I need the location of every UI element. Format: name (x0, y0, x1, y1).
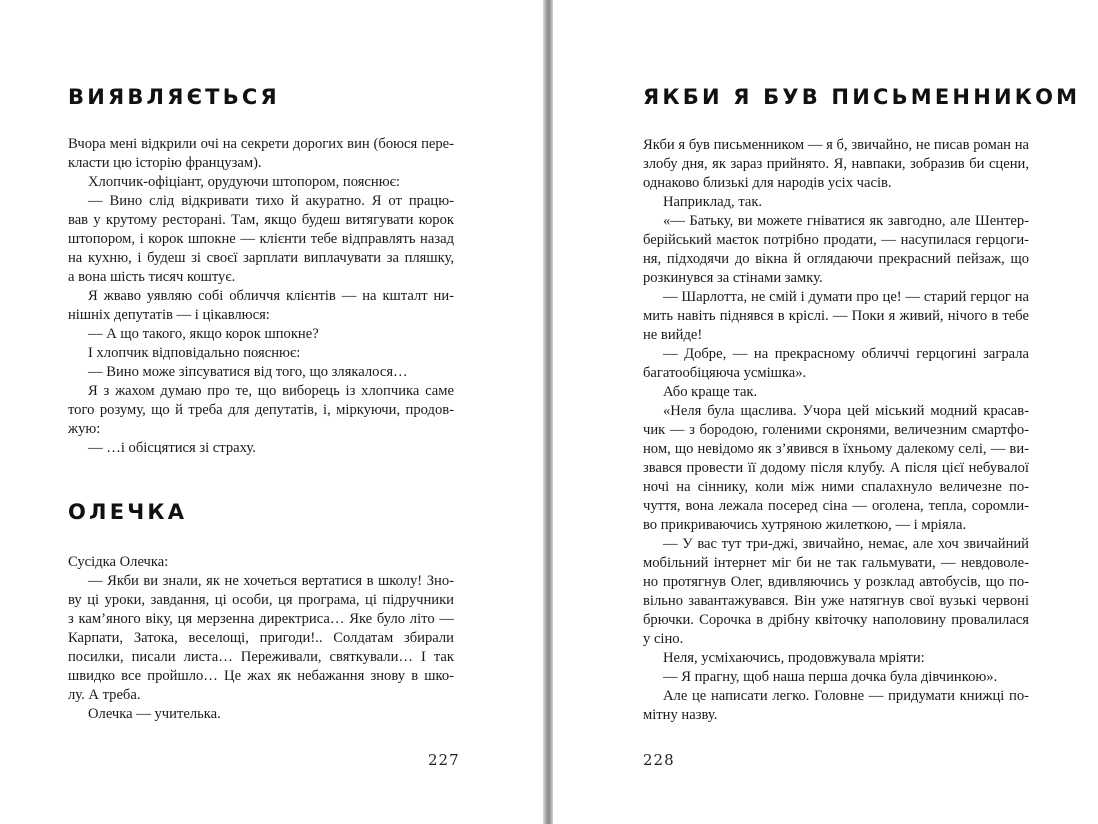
text-line: мить навіть піднявся в кріслі. — Поки я живий, нічого в тебе (643, 308, 1029, 324)
text-line: злобу дня, як зараз прийнято. Я, навпаки, зобразив би сцени, (643, 156, 1029, 172)
text-line: ня, підходячи до вікна й оглядаючи прекрасний пейзаж, що (643, 251, 1029, 267)
text-line: у сіно. (643, 631, 684, 647)
text-line: розкинувся за стінами замку. (643, 270, 823, 286)
text-line: — Добре, — на прекрасному обличчі герцогині заграла (663, 346, 1029, 362)
text-line: на кухню, і будеш зі своєї зарплати виплачувати за пляшку, (68, 250, 454, 266)
text-line: — Вино може зіпсуватися від того, що злякалося… (88, 364, 408, 380)
book-spine-gutter (543, 0, 553, 824)
text-line: класти цю історію французам). (68, 155, 262, 171)
text-line: посилки, писали листа… Переживали, святкували… І так (68, 649, 454, 665)
text-line: мобільний інтернет міг би не так гальмувати, — невдоволе- (643, 555, 1029, 571)
text-line: — Я прагну, щоб наша перша дочка була дівчинкою». (663, 669, 998, 685)
text-line: однаково близькі для народів усіх часів. (643, 175, 892, 191)
text-line: Наприклад, так. (663, 194, 763, 210)
text-line: І хлопчик відповідально пояснює: (88, 345, 301, 361)
text-line: чик — з бородою, голеними скронями, величезним смартфо- (643, 422, 1029, 438)
right-page (553, 0, 1098, 824)
text-line: Я жваво уявляю собі обличчя клієнтів — на кшталт ни- (88, 288, 454, 304)
text-line: з кам’яного віку, ця мерзенна директриса… Яке було літо — (68, 611, 454, 627)
section-title-vyyavliaietsia: ВИЯВЛЯЄТЬСЯ (68, 85, 280, 109)
text-line: «Неля була щаслива. Учора цей міський модний красав- (663, 403, 1029, 419)
page-number-right: 228 (643, 751, 675, 769)
text-line: — У вас тут три-джі, звичайно, немає, але хоч звичайний (663, 536, 1029, 552)
section-body-olechka (68, 553, 454, 724)
text-line: берійський маєток потрібно продати, — насупилася герцоги- (643, 232, 1029, 248)
text-line: багатообіцяюча усмішка». (643, 365, 807, 381)
text-line: — Якби ви знали, як не хочеться вертатися в школу! Зно- (88, 573, 454, 589)
text-line: Сусідка Олечка: (68, 554, 169, 570)
text-line: звався провести її додому після клубу. А після цієї небувалої (643, 460, 1029, 476)
text-line: но протягнув Олег, вдивляючись у розклад автобусів, що по- (643, 574, 1029, 590)
text-line: швидко все пройшло… Це жах як небажання знову в шко- (68, 668, 454, 684)
text-line: «— Батьку, ви можете гніватися як завгодно, але Шентер- (663, 213, 1029, 229)
text-line: жую: (68, 421, 101, 437)
text-line: а вона шість тисяч коштує. (68, 269, 236, 285)
text-line: ночі на сіннику, коли між ними спалахнуло величезне по- (643, 479, 1029, 495)
text-line: Вчора мені відкрили очі на секрети дорогих вин (боюся пере- (68, 136, 454, 152)
left-page (0, 0, 543, 824)
text-line: нішніх депутатів — і цікавлюся: (68, 307, 270, 323)
text-line: Олечка — учителька. (88, 706, 221, 722)
section-title-yakby-ya-buv-pysmennykom: ЯКБИ Я БУВ ПИСЬМЕННИКОМ (643, 85, 1081, 109)
text-line: — А що такого, якщо корок шпокне? (88, 326, 319, 342)
text-line: Хлопчик-офіціант, орудуючи штопором, пояснює: (88, 174, 400, 190)
text-line: во прикриваючись хутряною жилеткою, — і мріяла. (643, 517, 967, 533)
text-line: чуття, вона лежала посеред сіна — оголена, тепла, соромли- (643, 498, 1029, 514)
text-line: того розуму, що й треба для депутатів, і, міркуючи, продов- (68, 402, 454, 418)
text-line: ном, що невідомо як з’явився в їхньому далекому селі, — ви- (643, 441, 1029, 457)
text-line: штопором, і корок шпокне — клієнти тебе відправлять назад (68, 231, 454, 247)
text-line: Але це написати легко. Головне — придумати книжці по- (663, 688, 1029, 704)
text-line: Неля, усміхаючись, продовжувала мріяти: (663, 650, 925, 666)
text-line: Якби я був письменником — я б, звичайно, не писав роман на (643, 137, 1029, 153)
text-line: — …і обісцятися зі страху. (88, 440, 256, 456)
text-line: лу. А треба. (68, 687, 141, 703)
section-body-yakby-ya-buv-pysmennykom (643, 136, 1029, 725)
section-body-vyyavliaietsia (68, 135, 454, 458)
text-line: не вийде! (643, 327, 703, 343)
text-line: мітну назву. (643, 707, 718, 723)
text-line: брючки. Сорочка в дрібну квіточку наполовину провалилася (643, 612, 1029, 628)
page-number-left: 227 (428, 751, 460, 769)
text-line: Карпати, Затока, веселощі, пригоди!.. Солдатам збирали (68, 630, 454, 646)
text-line: вав у крутому ресторані. Там, якщо будеш витягувати корок (68, 212, 454, 228)
text-line: Або краще так. (663, 384, 758, 400)
section-title-olechka: ОЛЕЧКА (68, 500, 188, 524)
text-line: — Вино слід відкривати тихо й акуратно. Я от працю- (88, 193, 454, 209)
text-line: вільно завантажувався. Він уже натягнув свої вузькі червоні (643, 593, 1029, 609)
text-line: Я з жахом думаю про те, що виборець із хлопчика саме (88, 383, 454, 399)
text-line: — Шарлотта, не смій і думати про це! — старий герцог на (663, 289, 1029, 305)
text-line: ву ці уроки, завдання, ці особи, ця програма, ці підручники (68, 592, 454, 608)
